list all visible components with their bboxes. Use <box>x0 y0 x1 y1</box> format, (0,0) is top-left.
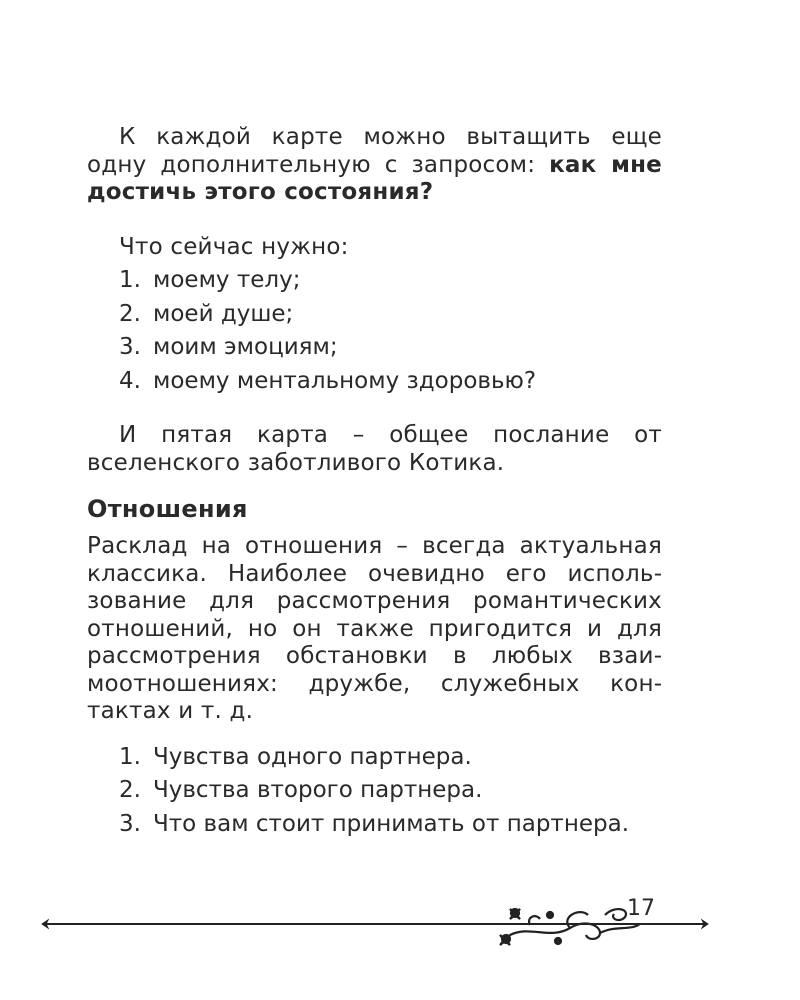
needs-list <box>87 267 662 395</box>
list-item: 2. Чувства второго партнера. <box>119 777 483 803</box>
flourish-icon <box>500 909 640 945</box>
page-number: 17 <box>627 896 655 921</box>
list-item: 2. моей душе; <box>119 300 294 327</box>
ornament-line-icon <box>42 920 708 928</box>
section-heading: Отношения <box>87 495 248 523</box>
list-item: 3. Что вам стоит принимать от партнера. <box>119 810 630 837</box>
list-item: 1. Чувства одного партнера. <box>119 743 472 770</box>
list-item: 1. моему телу; <box>119 267 301 293</box>
intro-bold-question: как мне достичь этого состояния? <box>87 151 662 205</box>
section-body: Расклад на отношения – всегда актуальная классика. Наиболее очевидно его использование для рассмотрения романтических отношений, но он также пригодится и для рассмотрения обстановки в любых взаимоотношениях: дружбе, служебных контактах и т. д. <box>87 533 662 724</box>
page-body <box>87 124 662 838</box>
intro-paragraph: К каждой карте можно вытащить еще одну дополнительную с запросом: как мне достичь этого состояния? <box>87 124 662 205</box>
fifth-card-paragraph: И пятая карта – общее послание от вселенского заботливого Котика. <box>87 422 662 476</box>
needs-question: Что сейчас нужно: <box>119 233 349 260</box>
list-item: 3. моим эмоциям; <box>119 334 338 360</box>
relationship-list <box>87 744 662 839</box>
footer-ornament <box>40 895 710 955</box>
list-item: 4. моему ментальному здоровью? <box>119 367 537 394</box>
